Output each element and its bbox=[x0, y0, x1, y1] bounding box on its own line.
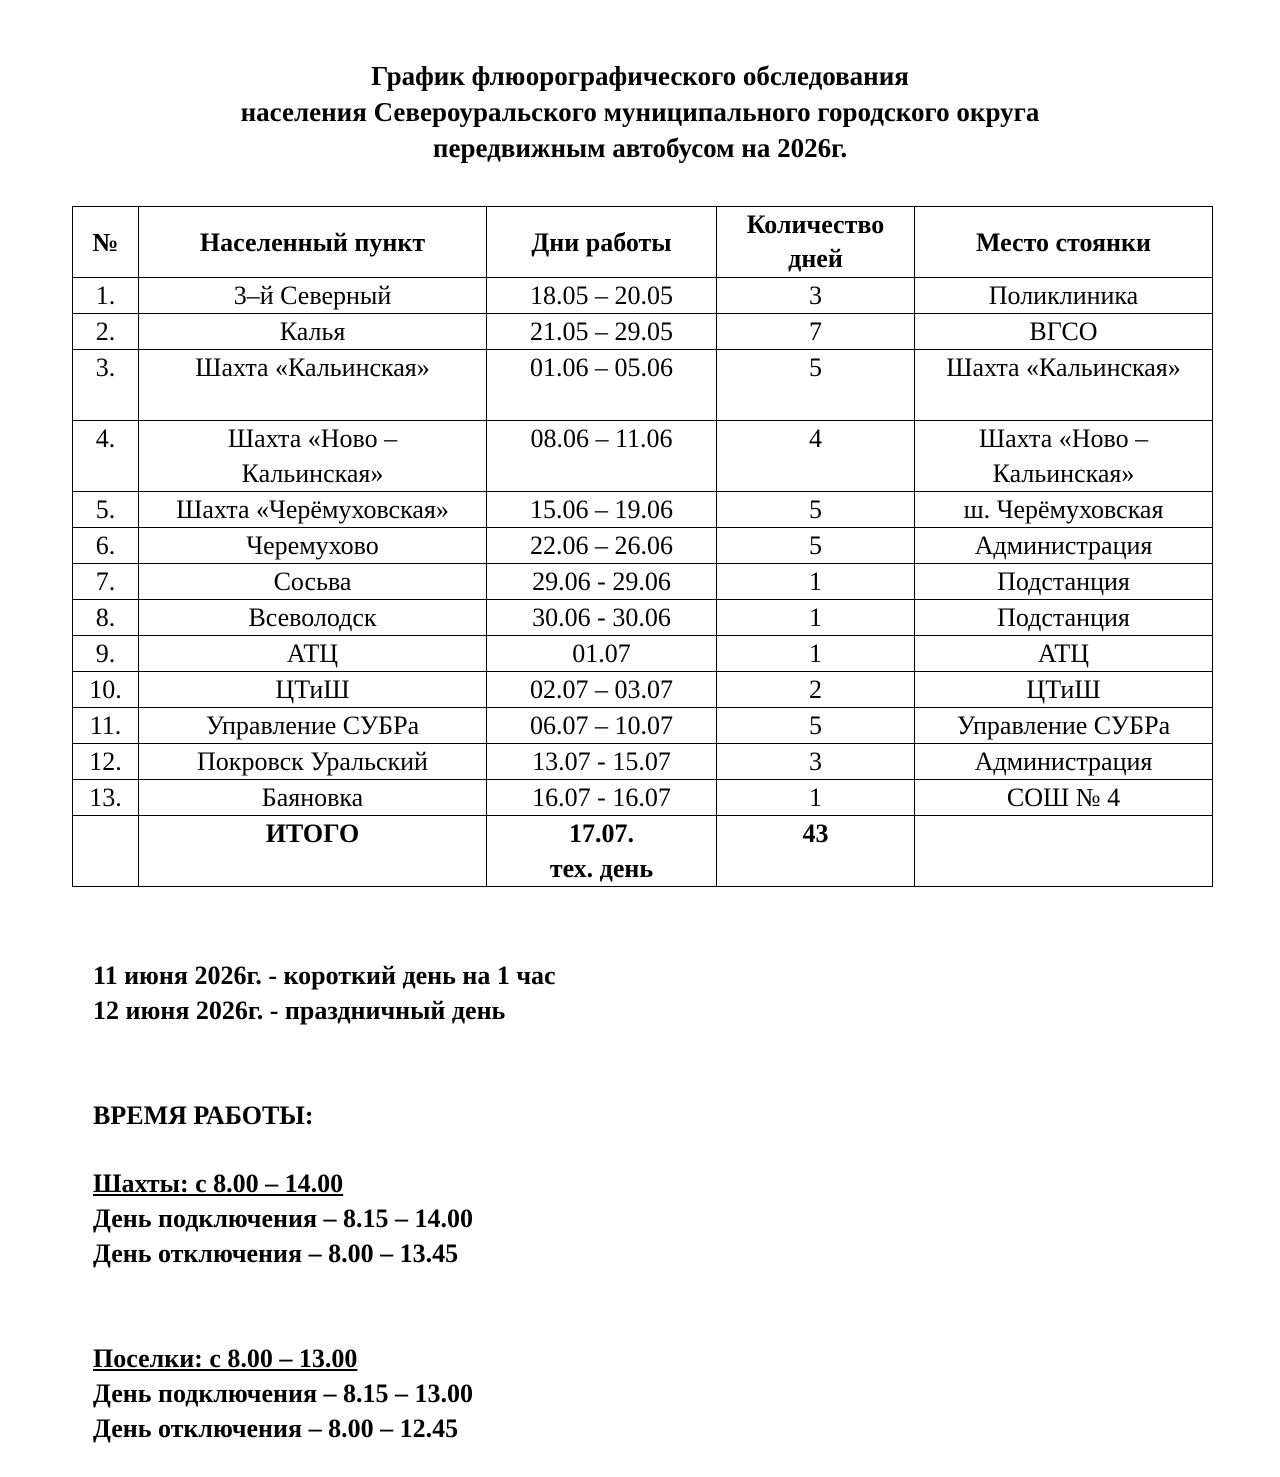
table-row bbox=[73, 780, 1213, 816]
cell-days: 13.07 - 15.07 bbox=[487, 744, 717, 780]
table-row bbox=[73, 421, 1213, 492]
cell-num: 4. bbox=[73, 421, 139, 492]
cell-location: СОШ № 4 bbox=[915, 780, 1213, 816]
document-title bbox=[0, 58, 1280, 166]
schedule-table bbox=[72, 206, 1213, 887]
cell-num: 10. bbox=[73, 672, 139, 708]
cell-place: Покровск Уральский bbox=[139, 744, 487, 780]
mines-schedule bbox=[93, 1166, 473, 1271]
cell-num: 7. bbox=[73, 564, 139, 600]
schedule-notes bbox=[93, 958, 556, 1028]
cell-location: Поликлиника bbox=[915, 278, 1213, 314]
cell-place: Баяновка bbox=[139, 780, 487, 816]
table-header-row bbox=[73, 207, 1213, 278]
note-short-day: 11 июня 2026г. - короткий день на 1 час bbox=[93, 961, 556, 990]
table-row bbox=[73, 636, 1213, 672]
title-line-1: График флюорографического обследования bbox=[371, 61, 909, 91]
mines-connect-day: День подключения – 8.15 – 14.00 bbox=[93, 1204, 474, 1233]
cell-days: 08.06 – 11.06 bbox=[487, 421, 717, 492]
cell-days: 06.07 – 10.07 bbox=[487, 708, 717, 744]
cell-count: 3 bbox=[717, 744, 915, 780]
cell-count: 7 bbox=[717, 314, 915, 350]
cell-count: 1 bbox=[717, 636, 915, 672]
mines-hours: Шахты: с 8.00 – 14.00 bbox=[93, 1169, 344, 1198]
title-line-2: населения Североуральского муниципального городского округа bbox=[240, 97, 1040, 127]
total-label: ИТОГО bbox=[139, 816, 487, 887]
header-num: № bbox=[73, 207, 139, 278]
table-row bbox=[73, 672, 1213, 708]
total-num-empty bbox=[73, 816, 139, 887]
villages-schedule bbox=[93, 1341, 473, 1446]
cell-num: 8. bbox=[73, 600, 139, 636]
cell-count: 5 bbox=[717, 708, 915, 744]
cell-place: Сосьва bbox=[139, 564, 487, 600]
table-row bbox=[73, 744, 1213, 780]
header-count-line-2: дней bbox=[788, 244, 843, 273]
cell-place: Всеволодск bbox=[139, 600, 487, 636]
cell-days: 02.07 – 03.07 bbox=[487, 672, 717, 708]
table-row bbox=[73, 564, 1213, 600]
cell-place: Шахта «Ново – Кальинская» bbox=[139, 421, 487, 492]
cell-num: 13. bbox=[73, 780, 139, 816]
mines-disconnect-day: День отключения – 8.00 – 13.45 bbox=[93, 1239, 459, 1268]
cell-count: 4 bbox=[717, 421, 915, 492]
cell-location: ВГСО bbox=[915, 314, 1213, 350]
cell-place: Шахта «Черёмуховская» bbox=[139, 492, 487, 528]
cell-days: 21.05 – 29.05 bbox=[487, 314, 717, 350]
cell-days: 01.07 bbox=[487, 636, 717, 672]
cell-count: 5 bbox=[717, 492, 915, 528]
cell-days: 01.06 – 05.06 bbox=[487, 350, 717, 421]
table-row bbox=[73, 278, 1213, 314]
cell-count: 1 bbox=[717, 600, 915, 636]
cell-num: 6. bbox=[73, 528, 139, 564]
cell-location: Подстанция bbox=[915, 600, 1213, 636]
cell-location: ш. Черёмуховская bbox=[915, 492, 1213, 528]
cell-place: 3–й Северный bbox=[139, 278, 487, 314]
cell-location: ЦТиШ bbox=[915, 672, 1213, 708]
cell-days: 30.06 - 30.06 bbox=[487, 600, 717, 636]
cell-num: 12. bbox=[73, 744, 139, 780]
total-date: 17.07. bbox=[569, 819, 634, 848]
cell-location: Подстанция bbox=[915, 564, 1213, 600]
cell-location: Шахта «Кальинская» bbox=[915, 350, 1213, 421]
cell-place: Управление СУБРа bbox=[139, 708, 487, 744]
cell-count: 5 bbox=[717, 528, 915, 564]
cell-location: Шахта «Ново – Кальинская» bbox=[915, 421, 1213, 492]
cell-num: 5. bbox=[73, 492, 139, 528]
title-line-3: передвижным автобусом на 2026г. bbox=[432, 133, 848, 163]
table-row bbox=[73, 600, 1213, 636]
cell-count: 2 bbox=[717, 672, 915, 708]
cell-location: Администрация bbox=[915, 744, 1213, 780]
work-time-heading: ВРЕМЯ РАБОТЫ: bbox=[93, 1101, 314, 1130]
cell-place: АТЦ bbox=[139, 636, 487, 672]
villages-connect-day: День подключения – 8.15 – 13.00 bbox=[93, 1379, 474, 1408]
cell-count: 3 bbox=[717, 278, 915, 314]
total-location-empty bbox=[915, 816, 1213, 887]
total-days bbox=[487, 816, 717, 887]
villages-disconnect-day: День отключения – 8.00 – 12.45 bbox=[93, 1414, 459, 1443]
cell-count: 1 bbox=[717, 780, 915, 816]
header-days: Дни работы bbox=[487, 207, 717, 278]
table-row bbox=[73, 350, 1213, 421]
cell-num: 3. bbox=[73, 350, 139, 421]
cell-location: Администрация bbox=[915, 528, 1213, 564]
header-location: Место стоянки bbox=[915, 207, 1213, 278]
cell-days: 22.06 – 26.06 bbox=[487, 528, 717, 564]
table-row bbox=[73, 314, 1213, 350]
cell-place: ЦТиШ bbox=[139, 672, 487, 708]
cell-location: АТЦ bbox=[915, 636, 1213, 672]
table-row bbox=[73, 492, 1213, 528]
header-count bbox=[717, 207, 915, 278]
table-total-row bbox=[73, 816, 1213, 887]
cell-place: Калья bbox=[139, 314, 487, 350]
cell-place: Черемухово bbox=[139, 528, 487, 564]
cell-place: Шахта «Кальинская» bbox=[139, 350, 487, 421]
table-row bbox=[73, 528, 1213, 564]
cell-location: Управление СУБРа bbox=[915, 708, 1213, 744]
table-row bbox=[73, 708, 1213, 744]
cell-count: 5 bbox=[717, 350, 915, 421]
cell-days: 29.06 - 29.06 bbox=[487, 564, 717, 600]
cell-num: 9. bbox=[73, 636, 139, 672]
cell-num: 2. bbox=[73, 314, 139, 350]
cell-days: 15.06 – 19.06 bbox=[487, 492, 717, 528]
header-count-line-1: Количество bbox=[746, 210, 885, 239]
villages-hours: Поселки: с 8.00 – 13.00 bbox=[93, 1344, 358, 1373]
note-holiday: 12 июня 2026г. - праздничный день bbox=[93, 996, 506, 1025]
total-count: 43 bbox=[717, 816, 915, 887]
total-date-note: тех. день bbox=[549, 854, 654, 883]
header-place: Населенный пункт bbox=[139, 207, 487, 278]
cell-num: 1. bbox=[73, 278, 139, 314]
cell-days: 18.05 – 20.05 bbox=[487, 278, 717, 314]
cell-count: 1 bbox=[717, 564, 915, 600]
cell-num: 11. bbox=[73, 708, 139, 744]
cell-days: 16.07 - 16.07 bbox=[487, 780, 717, 816]
